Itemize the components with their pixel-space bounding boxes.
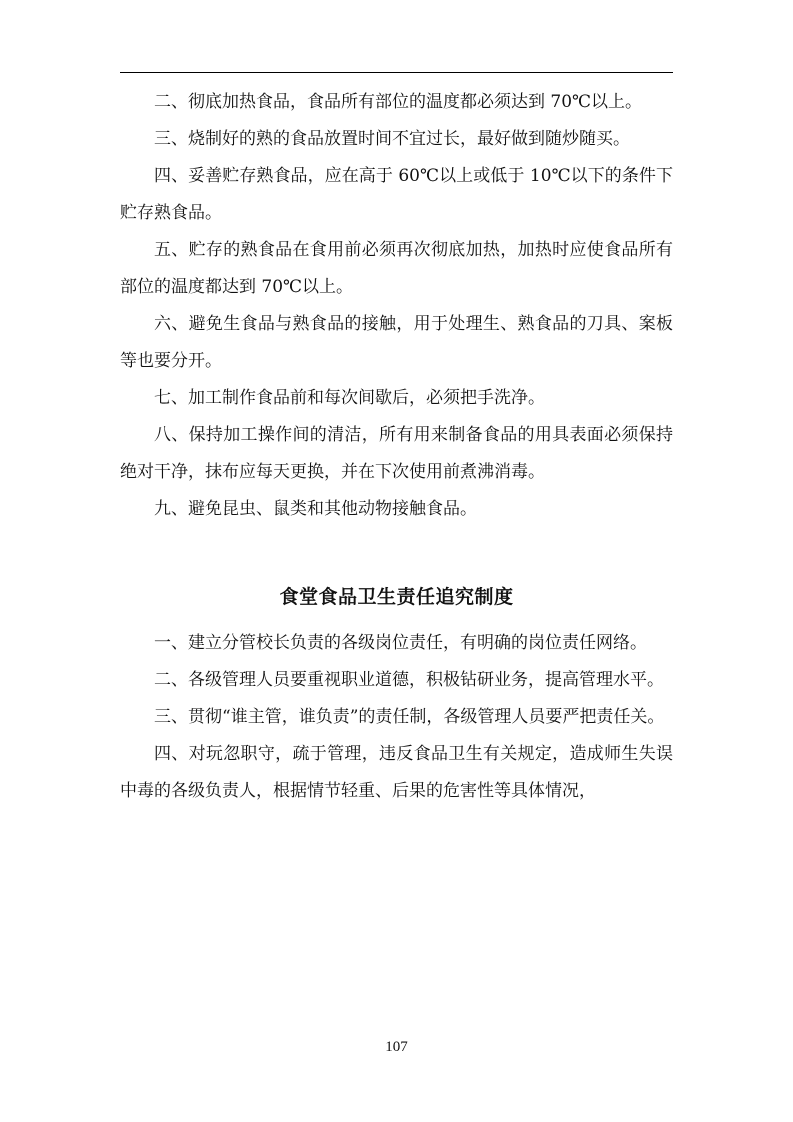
paragraph: 六、避免生食品与熟食品的接触，用于处理生、熟食品的刀具、案板等也要分开。 (120, 314, 673, 371)
paragraph: 四、妥善贮存熟食品，应在高于 60℃以上或低于 10℃以下的条件下贮存熟食品。 (120, 166, 673, 223)
paragraph: 九、避免昆虫、鼠类和其他动物接触食品。 (154, 499, 477, 519)
paragraph: 五、贮存的熟食品在食用前必须再次彻底加热，加热时应使食品所有部位的温度都达到 70℃以上。 (120, 240, 673, 297)
paragraph: 七、加工制作食品前和每次间歇后，必须把手洗净。 (154, 388, 545, 408)
paragraph: 二、各级管理人员要重视职业道德，积极钻研业务，提高管理水平。 (154, 670, 664, 690)
paragraph: 三、贯彻“谁主管，谁负责”的责任制，各级管理人员要严把责任关。 (154, 707, 665, 727)
paragraph: 八、保持加工操作间的清洁，所有用来制备食品的用具表面必须保持绝对干净，抹布应每天更换，并在下次使用前煮沸消毒。 (120, 425, 673, 482)
paragraph: 一、建立分管校长负责的各级岗位责任，有明确的岗位责任网络。 (154, 633, 647, 653)
paragraph: 三、烧制好的熟的食品放置时间不宜过长，最好做到随炒随买。 (154, 129, 630, 149)
paragraph: 二、彻底加热食品，食品所有部位的温度都必须达到 70℃以上。 (154, 92, 643, 112)
page-content (120, 84, 673, 816)
paragraph-block-top (120, 84, 673, 528)
paragraph: 四、对玩忽职守，疏于管理，违反食品卫生有关规定，造成师生失误中毒的各级负责人，根据情节轻重、后果的危害性等具体情况， (120, 744, 673, 801)
page-number: 107 (385, 1039, 408, 1055)
paragraph-block-bottom (120, 625, 673, 810)
section-title: 食堂食品卫生责任追究制度 (279, 586, 514, 608)
header-rule (120, 72, 673, 73)
